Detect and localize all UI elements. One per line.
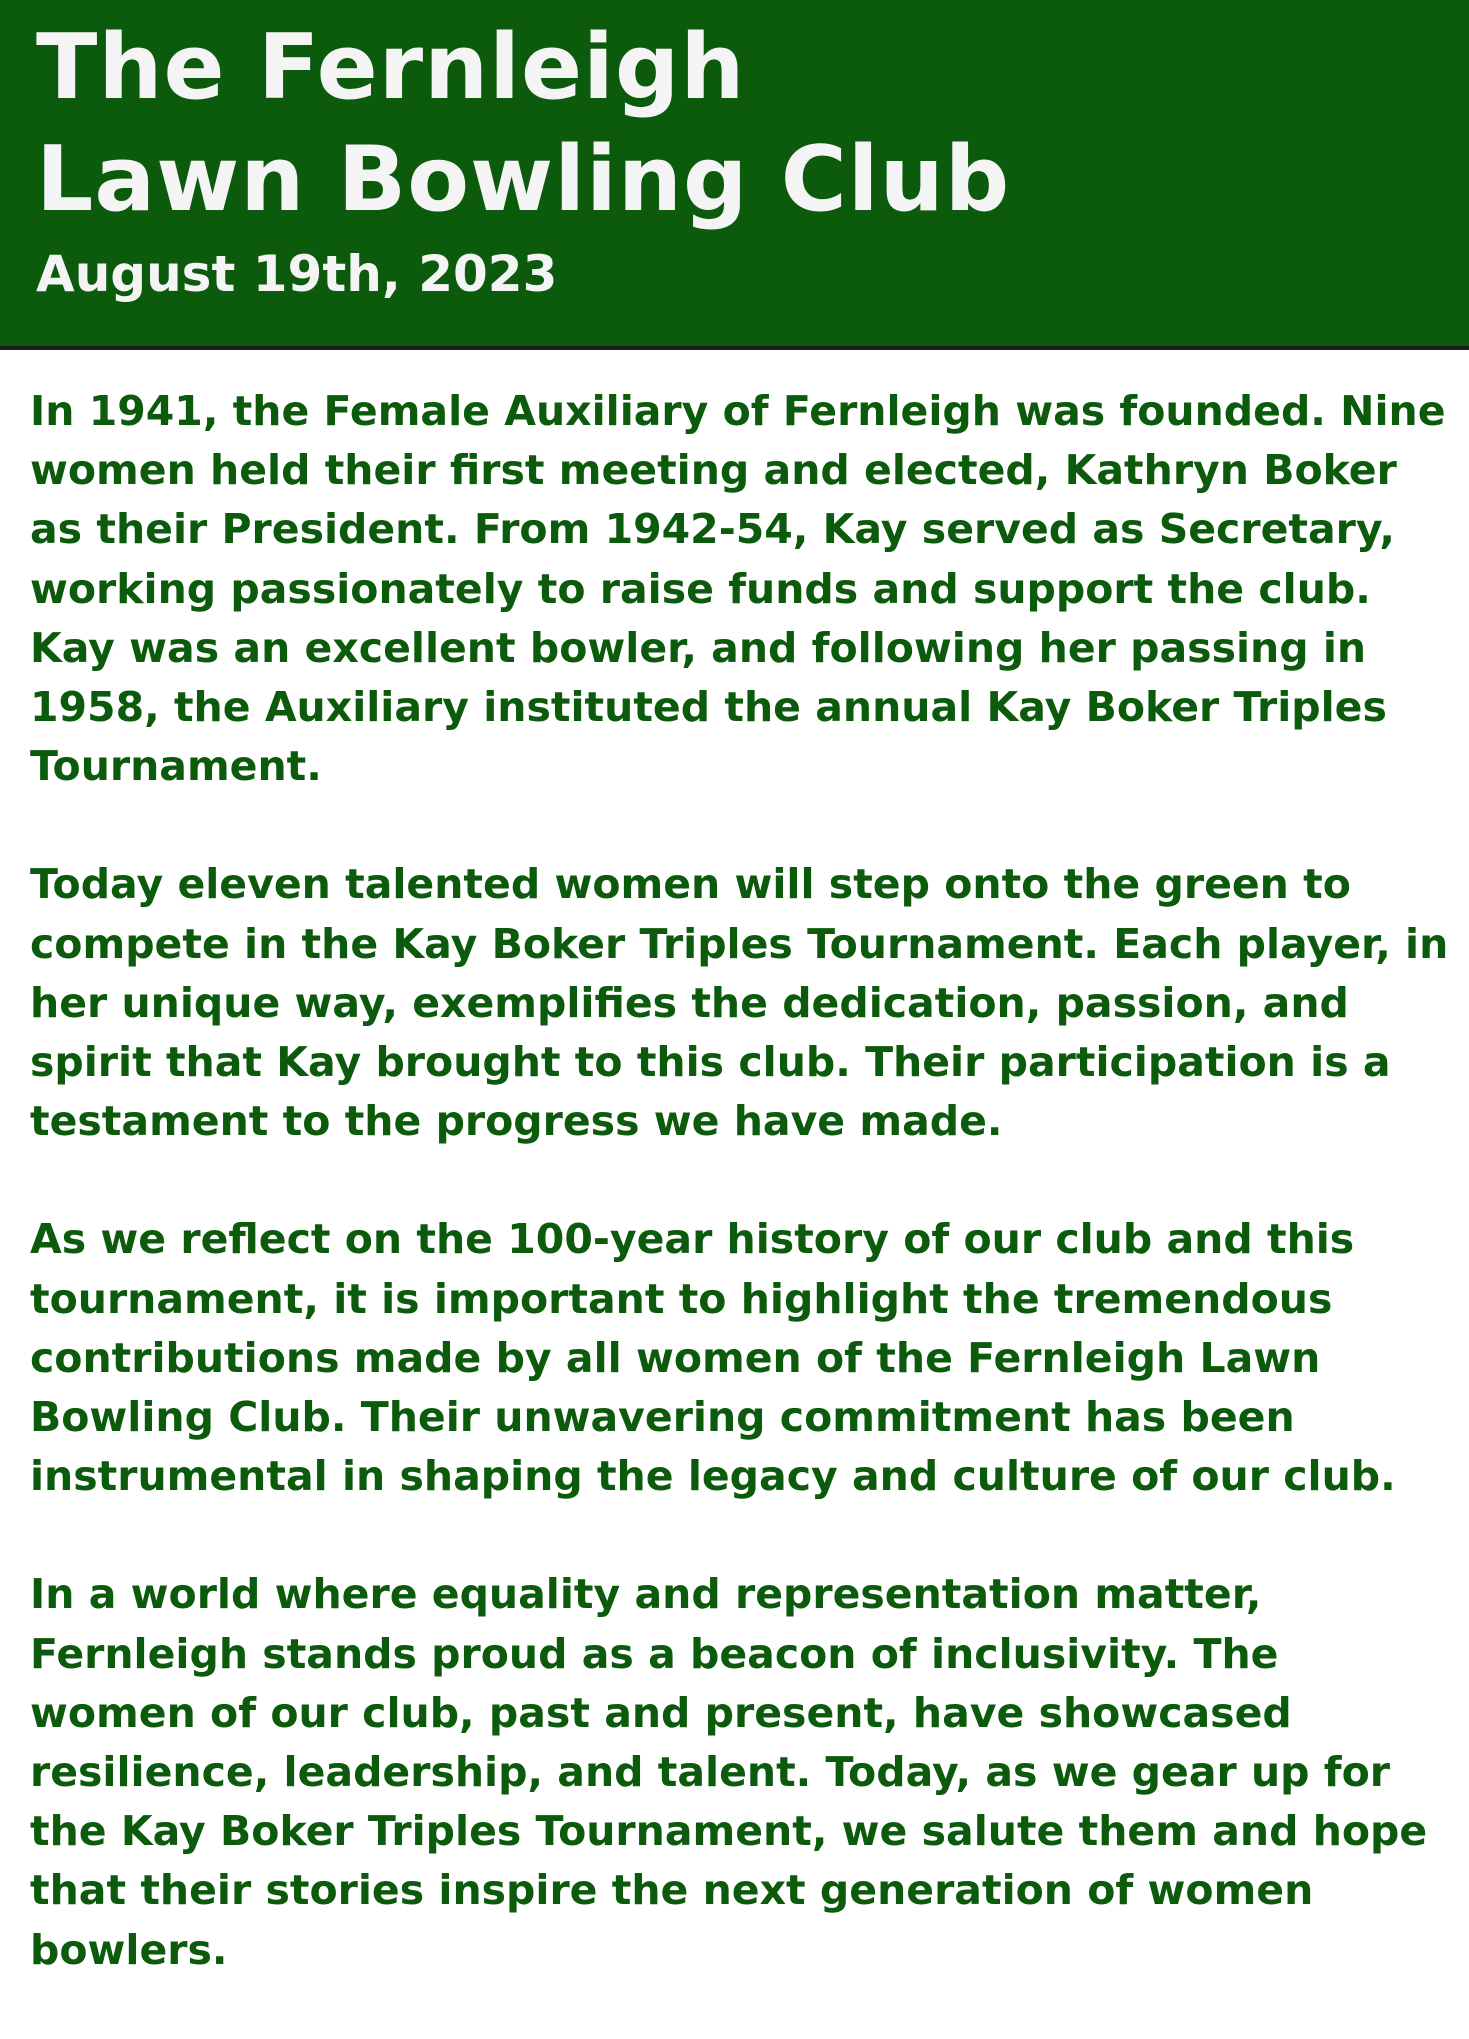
paragraph-inclusivity: In a world where equality and representation matter, Fernleigh stands proud as a beacon of inclusivity. The women of our club, past and present, have showcased resilience, leadership, and talent. Today, as we gear up for the Kay Boker Triples Tournament, we salute them and hope that their stories inspire the next generation of women bowlers. <box>30 1570 1428 1974</box>
paragraph-history: In 1941, the Female Auxiliary of Fernleigh was founded. Nine women held their first meeting and elected, Kathryn Boker as their President. From 1942-54, Kay served as Secretary, working passionately to raise funds and support the club. Kay was an excellent bowler, and following her passing in 1958, the Auxiliary instituted the annual Kay Boker Triples Tournament. <box>30 387 1446 791</box>
paragraph-today: Today eleven talented women will step onto the green to compete in the Kay Boker Triples Tournament. Each player, in her unique way, exemplifies the dedication, passion, and spirit that Kay brought to this club. Their participation is a testament to the progress we have made. <box>30 860 1449 1146</box>
header-banner <box>0 0 1469 350</box>
article-body <box>30 382 1455 2039</box>
title-line-1: The Fernleigh <box>36 15 746 120</box>
event-date: August 19th, 2023 <box>36 245 558 303</box>
paragraph-reflection: As we reflect on the 100-year history of our club and this tournament, it is important to highlight the tremendous contributions made by all women of the Fernleigh Lawn Bowling Club. Their unwavering commitment has been instrumental in shaping the legacy and culture of our club. <box>30 1215 1396 1501</box>
title-line-2: Lawn Bowling Club <box>36 127 1011 232</box>
page-title <box>36 12 1010 236</box>
